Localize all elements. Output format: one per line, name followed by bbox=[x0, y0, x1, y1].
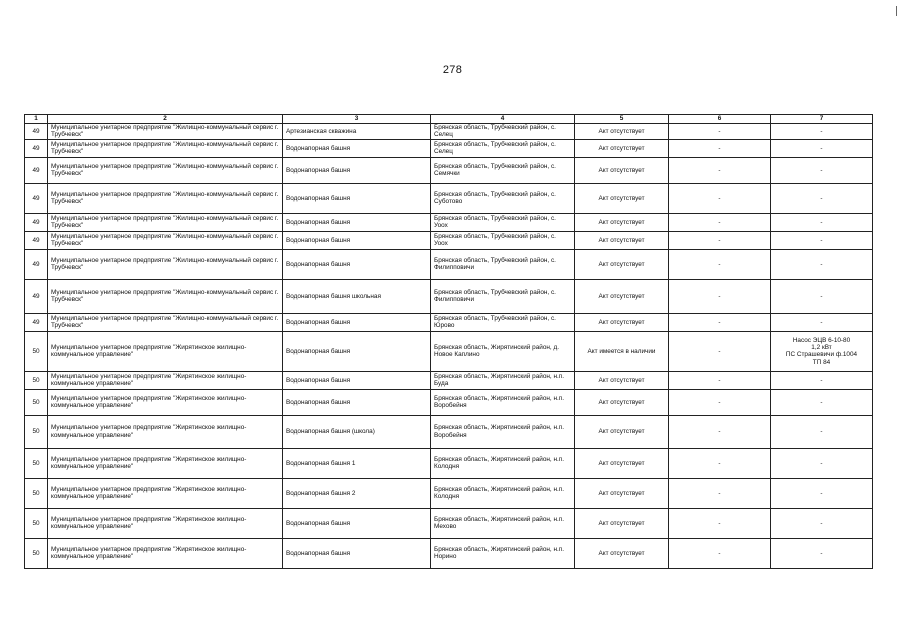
cell-organization: Муниципальное унитарное предприятие "Жирятинское жилищно-коммунальное управление" bbox=[48, 331, 283, 371]
cell-facility: Водонапорная башня школьная bbox=[283, 279, 431, 313]
cell-act-status: Акт отсутствует bbox=[575, 213, 669, 231]
cell-col7-line: ТП 84 bbox=[812, 358, 831, 366]
cell-act-status: Акт имеется в наличии bbox=[575, 331, 669, 371]
cell-col6: - bbox=[669, 231, 771, 249]
table-row bbox=[25, 213, 873, 231]
cell-col7: - bbox=[771, 389, 873, 415]
cell-organization: Муниципальное унитарное предприятие "Жилищно-коммунальный сервис г. Трубчевск" bbox=[48, 183, 283, 213]
column-header-5: 5 bbox=[575, 115, 669, 124]
cell-facility: Водонапорная башня bbox=[283, 538, 431, 568]
cell-number: 50 bbox=[25, 448, 48, 478]
cell-col6: - bbox=[669, 389, 771, 415]
cell-address: Брянская область, Жирятинский район, н.п. Воробейня bbox=[431, 415, 575, 448]
cell-col7: - bbox=[771, 157, 873, 183]
cell-address: Брянская область, Жирятинский район, н.п. Норино bbox=[431, 538, 575, 568]
cell-col7: - bbox=[771, 448, 873, 478]
scan-margin-mark bbox=[896, 6, 897, 16]
column-header-7: 7 bbox=[771, 115, 873, 124]
cell-number: 50 bbox=[25, 331, 48, 371]
cell-facility: Водонапорная башня bbox=[283, 313, 431, 331]
table-row bbox=[25, 478, 873, 508]
table-row bbox=[25, 331, 873, 371]
cell-facility: Водонапорная башня bbox=[283, 183, 431, 213]
cell-facility: Водонапорная башня bbox=[283, 213, 431, 231]
cell-col7: - bbox=[771, 371, 873, 389]
table-row bbox=[25, 538, 873, 568]
cell-facility: Водонапорная башня bbox=[283, 371, 431, 389]
cell-act-status: Акт отсутствует bbox=[575, 478, 669, 508]
cell-address: Брянская область, Трубчевский район, с. Селец bbox=[431, 139, 575, 157]
cell-address: Брянская область, Трубчевский район, с. Уоох bbox=[431, 231, 575, 249]
cell-col7: - bbox=[771, 183, 873, 213]
cell-address: Брянская область, Жирятинский район, н.п. Мехово bbox=[431, 508, 575, 538]
table-row bbox=[25, 415, 873, 448]
cell-act-status: Акт отсутствует bbox=[575, 279, 669, 313]
cell-address: Брянская область, Трубчевский район, с. Уоох bbox=[431, 213, 575, 231]
cell-act-status: Акт отсутствует bbox=[575, 249, 669, 279]
cell-number: 49 bbox=[25, 313, 48, 331]
cell-organization: Муниципальное унитарное предприятие "Жирятинское жилищно-коммунальное управление" bbox=[48, 478, 283, 508]
cell-number: 49 bbox=[25, 139, 48, 157]
cell-address: Брянская область, Трубчевский район, с. Филипповичи bbox=[431, 279, 575, 313]
cell-organization: Муниципальное унитарное предприятие "Жилищно-коммунальный сервис г. Трубчевск" bbox=[48, 157, 283, 183]
cell-organization: Муниципальное унитарное предприятие "Жилищно-коммунальный сервис г. Трубчевск" bbox=[48, 249, 283, 279]
cell-organization: Муниципальное унитарное предприятие "Жилищно-коммунальный сервис г. Трубчевск" bbox=[48, 213, 283, 231]
table-row bbox=[25, 124, 873, 140]
cell-col7 bbox=[771, 331, 873, 371]
column-header-6: 6 bbox=[669, 115, 771, 124]
cell-facility: Водонапорная башня bbox=[283, 139, 431, 157]
cell-address: Брянская область, Трубчевский район, с. Суботово bbox=[431, 183, 575, 213]
table-row bbox=[25, 231, 873, 249]
cell-act-status: Акт отсутствует bbox=[575, 508, 669, 538]
cell-facility: Артезианская скважина bbox=[283, 124, 431, 140]
cell-number: 49 bbox=[25, 157, 48, 183]
cell-col6: - bbox=[669, 478, 771, 508]
cell-organization: Муниципальное унитарное предприятие "Жирятинское жилищно-коммунальное управление" bbox=[48, 415, 283, 448]
cell-facility: Водонапорная башня bbox=[283, 331, 431, 371]
cell-number: 50 bbox=[25, 478, 48, 508]
cell-col7: - bbox=[771, 139, 873, 157]
cell-number: 49 bbox=[25, 213, 48, 231]
cell-number: 50 bbox=[25, 389, 48, 415]
table-row bbox=[25, 371, 873, 389]
cell-organization: Муниципальное унитарное предприятие "Жирятинское жилищно-коммунальное управление" bbox=[48, 538, 283, 568]
table-row bbox=[25, 157, 873, 183]
cell-facility: Водонапорная башня bbox=[283, 508, 431, 538]
registry-table bbox=[24, 114, 873, 569]
cell-address: Брянская область, Трубчевский район, с. Селец bbox=[431, 124, 575, 140]
cell-number: 49 bbox=[25, 183, 48, 213]
cell-organization: Муниципальное унитарное предприятие "Жирятинское жилищно-коммунальное управление" bbox=[48, 389, 283, 415]
cell-number: 50 bbox=[25, 538, 48, 568]
cell-act-status: Акт отсутствует bbox=[575, 538, 669, 568]
cell-col6: - bbox=[669, 313, 771, 331]
cell-col7: - bbox=[771, 478, 873, 508]
cell-facility: Водонапорная башня bbox=[283, 231, 431, 249]
cell-col7-line: Насос ЭЦВ 6-10-80 bbox=[792, 336, 851, 344]
cell-facility: Водонапорная башня bbox=[283, 389, 431, 415]
cell-col6: - bbox=[669, 183, 771, 213]
cell-col7: - bbox=[771, 508, 873, 538]
cell-number: 49 bbox=[25, 249, 48, 279]
cell-organization: Муниципальное унитарное предприятие "Жилищно-коммунальный сервис г. Трубчевск" bbox=[48, 313, 283, 331]
cell-act-status: Акт отсутствует bbox=[575, 231, 669, 249]
cell-organization: Муниципальное унитарное предприятие "Жирятинское жилищно-коммунальное управление" bbox=[48, 448, 283, 478]
cell-col6: - bbox=[669, 279, 771, 313]
cell-address: Брянская область, Трубчевский район, с. Семячки bbox=[431, 157, 575, 183]
cell-col7: - bbox=[771, 124, 873, 140]
cell-act-status: Акт отсутствует bbox=[575, 389, 669, 415]
cell-col6: - bbox=[669, 139, 771, 157]
cell-act-status: Акт отсутствует bbox=[575, 139, 669, 157]
table-row bbox=[25, 279, 873, 313]
cell-facility: Водонапорная башня 1 bbox=[283, 448, 431, 478]
column-header-3: 3 bbox=[283, 115, 431, 124]
cell-facility: Водонапорная башня bbox=[283, 249, 431, 279]
cell-facility: Водонапорная башня 2 bbox=[283, 478, 431, 508]
cell-number: 49 bbox=[25, 231, 48, 249]
cell-col6: - bbox=[669, 415, 771, 448]
column-header-1: 1 bbox=[25, 115, 48, 124]
cell-col6: - bbox=[669, 448, 771, 478]
cell-col6: - bbox=[669, 157, 771, 183]
cell-col6: - bbox=[669, 124, 771, 140]
cell-act-status: Акт отсутствует bbox=[575, 371, 669, 389]
cell-col7: - bbox=[771, 213, 873, 231]
cell-act-status: Акт отсутствует bbox=[575, 124, 669, 140]
table-row bbox=[25, 508, 873, 538]
column-header-4: 4 bbox=[431, 115, 575, 124]
cell-facility: Водонапорная башня (школа) bbox=[283, 415, 431, 448]
cell-act-status: Акт отсутствует bbox=[575, 415, 669, 448]
cell-act-status: Акт отсутствует bbox=[575, 448, 669, 478]
cell-organization: Муниципальное унитарное предприятие "Жилищно-коммунальный сервис г. Трубчевск" bbox=[48, 124, 283, 140]
cell-col6: - bbox=[669, 213, 771, 231]
cell-col6: - bbox=[669, 371, 771, 389]
cell-organization: Муниципальное унитарное предприятие "Жирятинское жилищно-коммунальное управление" bbox=[48, 371, 283, 389]
cell-col7: - bbox=[771, 279, 873, 313]
cell-col6: - bbox=[669, 538, 771, 568]
cell-organization: Муниципальное унитарное предприятие "Жирятинское жилищно-коммунальное управление" bbox=[48, 508, 283, 538]
cell-col7-line: 1,2 кВт bbox=[811, 343, 832, 351]
table-row bbox=[25, 448, 873, 478]
table-row bbox=[25, 389, 873, 415]
cell-col6: - bbox=[669, 331, 771, 371]
cell-col7: - bbox=[771, 231, 873, 249]
page-number: 278 bbox=[442, 64, 463, 76]
cell-address: Брянская область, Жирятинский район, н.п. Колодня bbox=[431, 478, 575, 508]
cell-act-status: Акт отсутствует bbox=[575, 313, 669, 331]
cell-organization: Муниципальное унитарное предприятие "Жилищно-коммунальный сервис г. Трубчевск" bbox=[48, 231, 283, 249]
cell-organization: Муниципальное унитарное предприятие "Жилищно-коммунальный сервис г. Трубчевск" bbox=[48, 139, 283, 157]
cell-act-status: Акт отсутствует bbox=[575, 183, 669, 213]
table-row bbox=[25, 313, 873, 331]
cell-act-status: Акт отсутствует bbox=[575, 157, 669, 183]
cell-address: Брянская область, Трубчевский район, с. Юрово bbox=[431, 313, 575, 331]
cell-address: Брянская область, Трубчевский район, с. Филипповичи bbox=[431, 249, 575, 279]
cell-col7: - bbox=[771, 313, 873, 331]
cell-col6: - bbox=[669, 508, 771, 538]
cell-col6: - bbox=[669, 249, 771, 279]
cell-number: 49 bbox=[25, 279, 48, 313]
cell-number: 50 bbox=[25, 508, 48, 538]
cell-col7: - bbox=[771, 249, 873, 279]
cell-address: Брянская область, Жирятинский район, н.п. Воробейня bbox=[431, 389, 575, 415]
cell-col7: - bbox=[771, 538, 873, 568]
cell-address: Брянская область, Жирятинский район, н.п. Колодня bbox=[431, 448, 575, 478]
cell-address: Брянская область, Жирятинский район, н.п. Буда bbox=[431, 371, 575, 389]
cell-address: Брянская область, Жирятинский район, д. Новое Каплино bbox=[431, 331, 575, 371]
cell-col7: - bbox=[771, 415, 873, 448]
table-row bbox=[25, 183, 873, 213]
cell-number: 50 bbox=[25, 415, 48, 448]
cell-facility: Водонапорная башня bbox=[283, 157, 431, 183]
column-header-2: 2 bbox=[48, 115, 283, 124]
table-header-row bbox=[25, 115, 873, 124]
cell-number: 50 bbox=[25, 371, 48, 389]
cell-col7-line: ПС Страшевичи ф.1004 bbox=[785, 351, 858, 359]
table-row bbox=[25, 139, 873, 157]
cell-organization: Муниципальное унитарное предприятие "Жилищно-коммунальный сервис г. Трубчевск" bbox=[48, 279, 283, 313]
cell-number: 49 bbox=[25, 124, 48, 140]
table-row bbox=[25, 249, 873, 279]
